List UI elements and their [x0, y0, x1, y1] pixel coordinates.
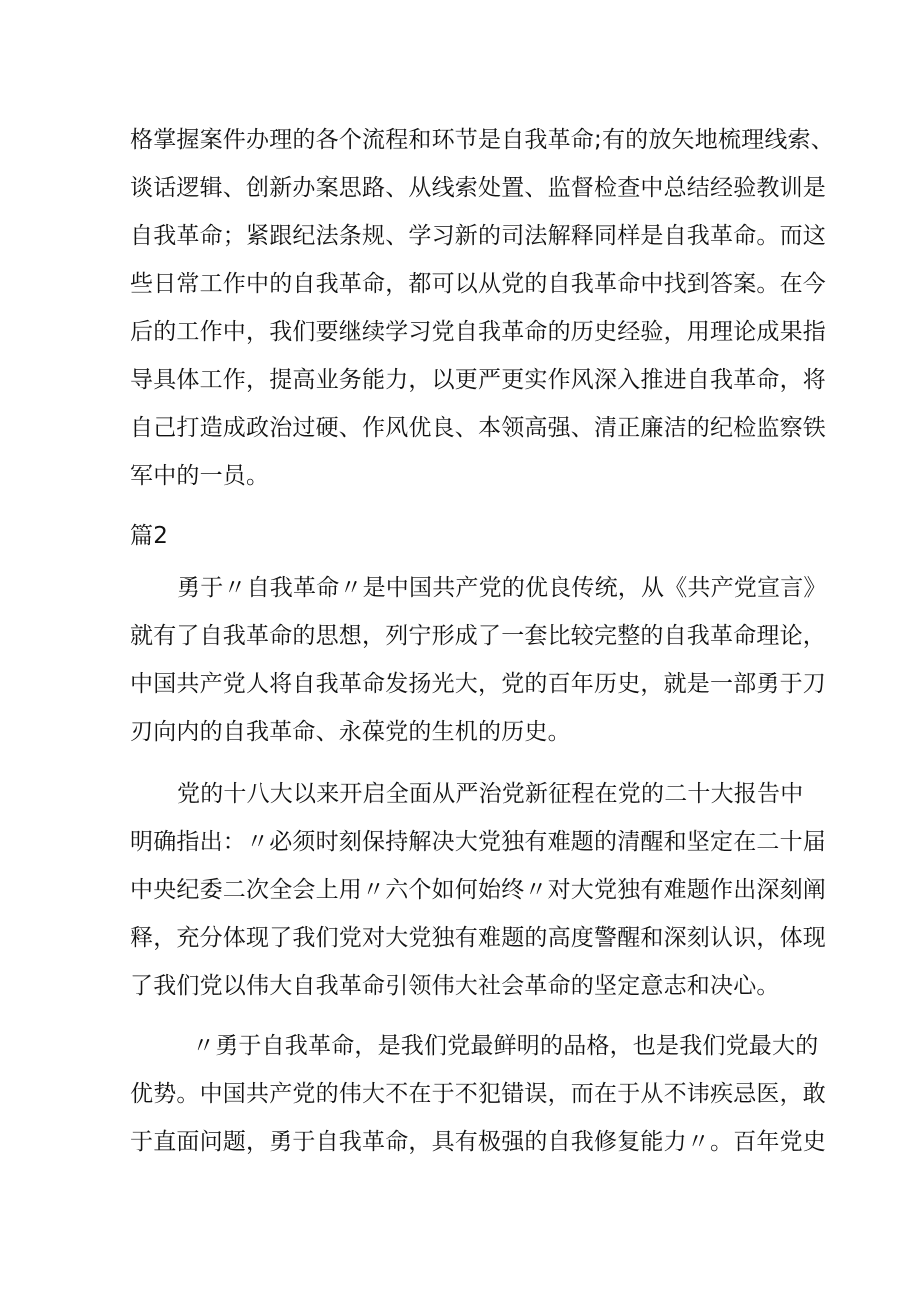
- text-line: 导具体工作，提高业务能力，以更严更实作风深入推进自我革命，将: [130, 367, 826, 393]
- text-line: 军中的一员。: [130, 463, 270, 489]
- text-line: 党的十八大以来开启全面从严治党新征程在党的二十大报告中: [177, 781, 804, 807]
- text-line: 刃向内的自我革命、永葆党的生机的历史。: [130, 719, 571, 745]
- text-line: 明确指出：〃必须时刻保持解决大党独有难题的清醒和坚定在二十届: [130, 829, 826, 855]
- text-line: 自我革命；紧跟纪法条规、学习新的司法解释同样是自我革命。而这: [130, 223, 826, 249]
- text-line: 格掌握案件办理的各个流程和环节是自我革命;有的放矢地梳理线索、: [130, 127, 834, 153]
- text-line: 中国共产党人将自我革命发扬光大，党的百年历史，就是一部勇于刀: [130, 671, 826, 697]
- text-line: 释，充分体现了我们党对大党独有难题的高度警醒和深刻认识，体现: [130, 925, 826, 951]
- text-line: 些日常工作中的自我革命，都可以从党的自我革命中找到答案。在今: [130, 271, 826, 297]
- text-line: 于直面问题，勇于自我革命，具有极强的自我修复能力〃。百年党史: [130, 1129, 826, 1155]
- text-line: 就有了自我革命的思想，列宁形成了一套比较完整的自我革命理论，: [130, 623, 826, 649]
- text-line: 了我们党以伟大自我革命引领伟大社会革命的坚定意志和决心。: [130, 973, 780, 999]
- text-line: 〃勇于自我革命，是我们党最鲜明的品格，也是我们党最大的: [192, 1033, 819, 1059]
- text-line: 自己打造成政治过硬、作风优良、本领高强、清正廉洁的纪检监察铁: [130, 415, 826, 441]
- text-line: 中央纪委二次全会上用〃六个如何始终〃对大党独有难题作出深刻阐: [130, 877, 826, 903]
- text-line: 优势。中国共产党的伟大不在于不犯错误，而在于从不讳疾忌医，敢: [130, 1081, 826, 1107]
- text-line: 后的工作中，我们要继续学习党自我革命的历史经验，用理论成果指: [130, 319, 826, 345]
- text-line: 谈话逻辑、创新办案思路、从线索处置、监督检查中总结经验教训是: [130, 175, 826, 201]
- section-heading: 篇2: [130, 523, 169, 549]
- text-line: 勇于〃自我革命〃是中国共产党的优良传统，从《共产党宣言》: [177, 575, 827, 601]
